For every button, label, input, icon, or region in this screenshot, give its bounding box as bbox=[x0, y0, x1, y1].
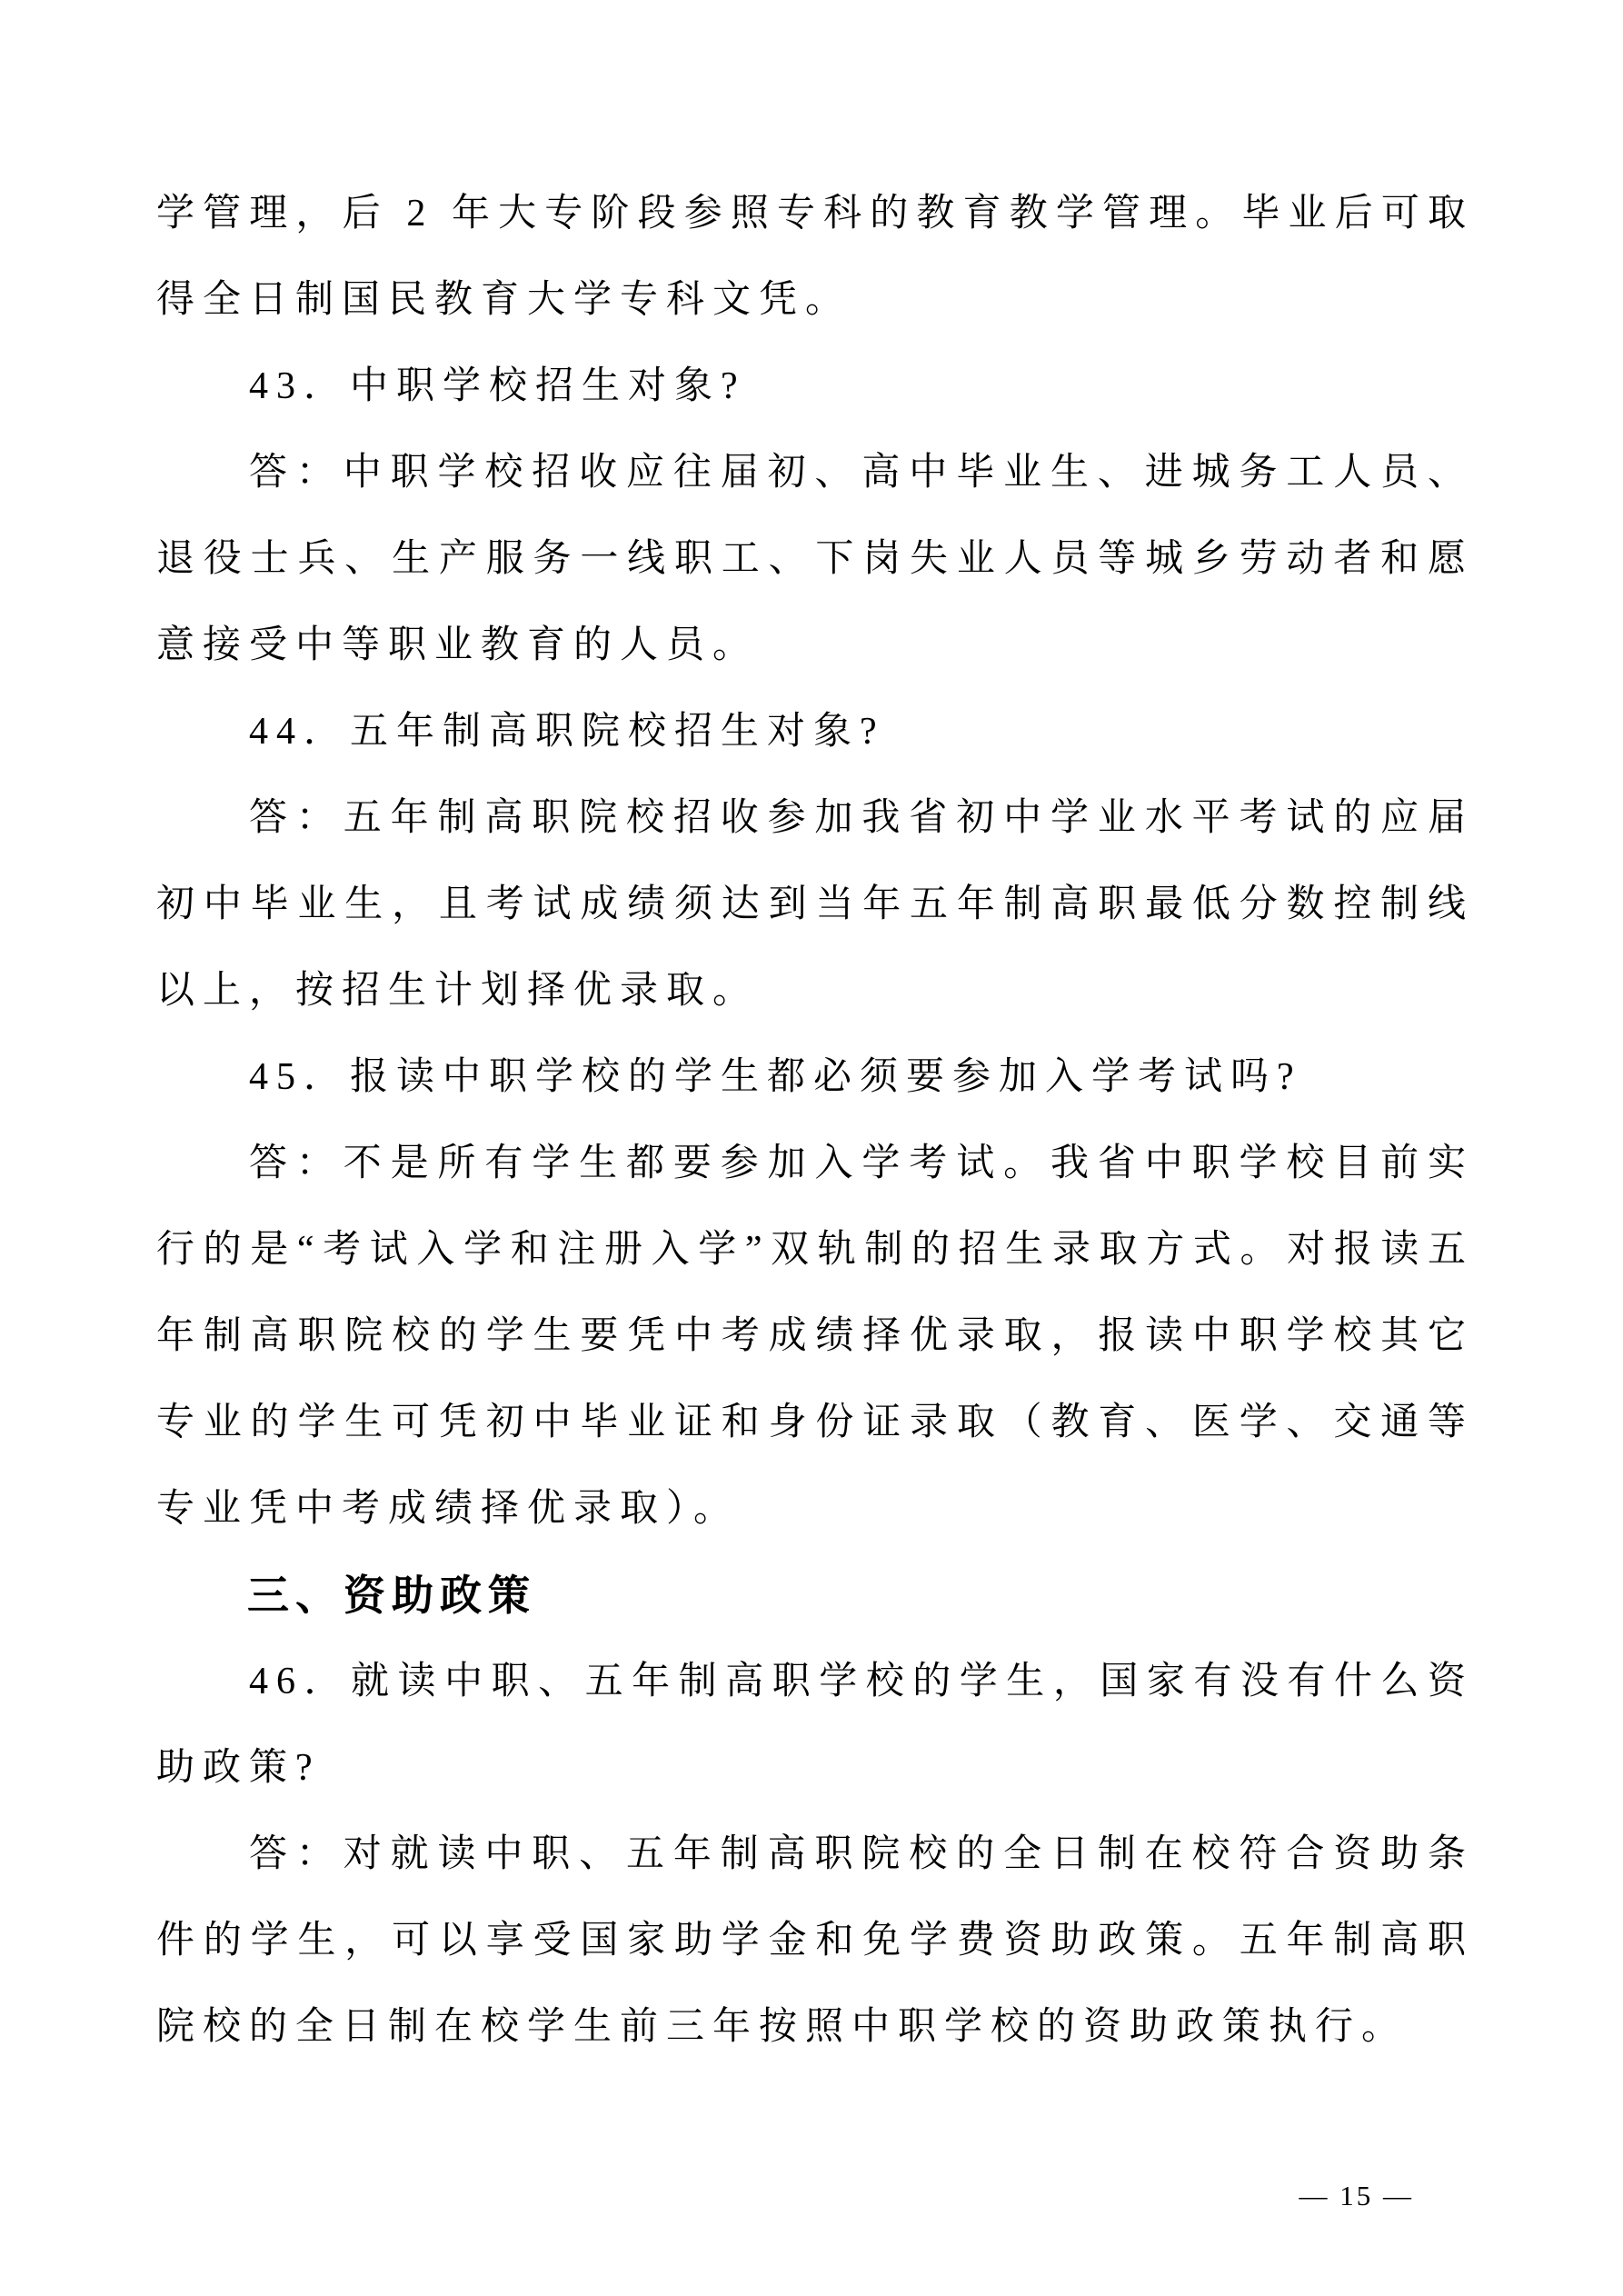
answer-46: 答：对就读中职、五年制高职院校的全日制在校符合资助条件的学生，可以享受国家助学金和免学费资助政策。五年制高职院校的全日制在校学生前三年按照中职学校的资助政策执行。 bbox=[156, 1833, 1474, 2048]
answer-45: 答：不是所有学生都要参加入学考试。我省中职学校目前实行的是“考试入学和注册入学”双轨制的招生录取方式。对报读五年制高职院校的学生要凭中考成绩择优录取，报读中职学校其它专业的学生可凭初中毕业证和身份证录取（教育、医学、交通等专业凭中考成绩择优录取）。 bbox=[156, 1143, 1474, 1530]
page-number: — 15 — bbox=[1299, 2180, 1414, 2211]
question-45: 45．报读中职学校的学生都必须要参加入学考试吗? bbox=[249, 1056, 1302, 1098]
question-44: 44．五年制高职院校招生对象? bbox=[249, 711, 885, 753]
answer-44: 答：五年制高职院校招收参加我省初中学业水平考试的应届初中毕业生，且考试成绩须达到当年五年制高职最低分数控制线以上，按招生计划择优录取。 bbox=[156, 797, 1474, 1012]
paragraph-continuation: 学管理，后 2 年大专阶段参照专科的教育教学管理。毕业后可取得全日制国民教育大学专科文凭。 bbox=[156, 193, 1474, 321]
answer-43: 答：中职学校招收应往届初、高中毕业生、进城务工人员、退役士兵、生产服务一线职工、下岗失业人员等城乡劳动者和愿意接受中等职业教育的人员。 bbox=[156, 452, 1474, 666]
question-46: 46．就读中职、五年制高职学校的学生，国家有没有什么资助政策? bbox=[156, 1661, 1474, 1789]
question-43: 43．中职学校招生对象? bbox=[249, 365, 746, 407]
section-heading-funding-policy: 三、资助政策 bbox=[247, 1572, 536, 1619]
document-text-block bbox=[156, 171, 1474, 2071]
